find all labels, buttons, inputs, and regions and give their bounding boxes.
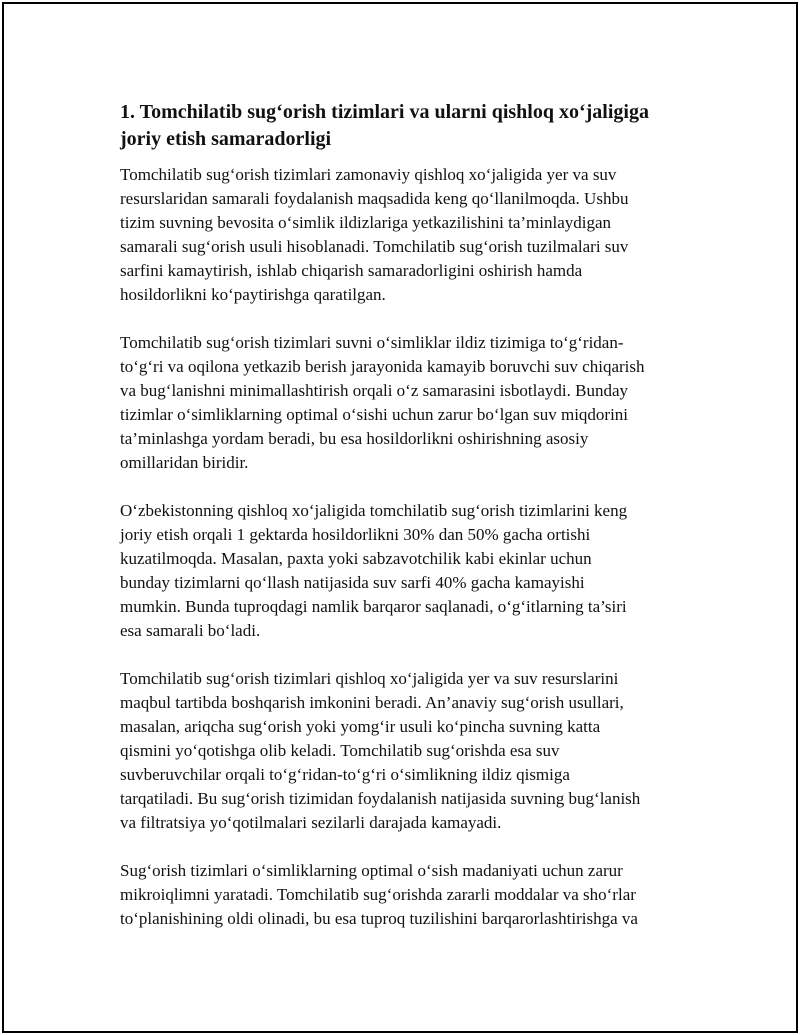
paragraph-3	[120, 499, 700, 643]
paragraph-line: O‘zbekistonning qishloq xo‘jaligida tomchilatib sug‘orish tizimlarini keng	[120, 501, 628, 520]
document-body	[120, 99, 700, 955]
paragraph-line: Tomchilatib sug‘orish tizimlari qishloq xo‘jaligida yer va suv resurslarini	[120, 669, 619, 688]
paragraph-line: esa samarali bo‘ladi.	[120, 621, 261, 640]
paragraph-line: maqbul tartibda boshqarish imkonini beradi. An’anaviy sug‘orish usullari,	[120, 693, 624, 712]
heading-line: joriy etish samaradorligi	[120, 128, 332, 150]
paragraph-line: tizim suvning bevosita o‘simlik ildizlariga yetkazilishini ta’minlaydigan	[120, 213, 612, 232]
paragraph-line: resurslaridan samarali foydalanish maqsadida keng qo‘llanilmoqda. Ushbu	[120, 189, 629, 208]
paragraph-line: sarfini kamaytirish, ishlab chiqarish samaradorligini oshirish hamda	[120, 261, 583, 280]
paragraph-line: mumkin. Bunda tuproqdagi namlik barqaror saqlanadi, o‘g‘itlarning ta’siri	[120, 597, 627, 616]
section-heading	[120, 99, 700, 153]
paragraph-line: Sug‘orish tizimlari o‘simliklarning optimal o‘sish madaniyati uchun zarur	[120, 861, 623, 880]
paragraph-2	[120, 331, 700, 475]
paragraph-line: mikroiqlimni yaratadi. Tomchilatib sug‘orishda zararli moddalar va sho‘rlar	[120, 885, 636, 904]
paragraph-5	[120, 859, 700, 931]
paragraph-line: omillaridan biridir.	[120, 453, 249, 472]
paragraph-line: tizimlar o‘simliklarning optimal o‘sishi uchun zarur bo‘lgan suv miqdorini	[120, 405, 629, 424]
paragraph-line: joriy etish orqali 1 gektarda hosildorlikni 30% dan 50% gacha ortishi	[120, 525, 591, 544]
paragraph-line: Tomchilatib sug‘orish tizimlari suvni o‘simliklar ildiz tizimiga to‘g‘ridan-	[120, 333, 624, 352]
paragraph-line: kuzatilmoqda. Masalan, paxta yoki sabzavotchilik kabi ekinlar uchun	[120, 549, 592, 568]
heading-line: 1. Tomchilatib sug‘orish tizimlari va ularni qishloq xo‘jaligiga	[120, 101, 649, 123]
paragraph-line: bunday tizimlarni qo‘llash natijasida suv sarfi 40% gacha kamayishi	[120, 573, 585, 592]
paragraph-line: tarqatiladi. Bu sug‘orish tizimidan foydalanish natijasida suvning bug‘lanish	[120, 789, 641, 808]
paragraph-line: hosildorlikni ko‘paytirishga qaratilgan.	[120, 285, 386, 304]
paragraph-1	[120, 163, 700, 307]
page-frame	[2, 2, 798, 1033]
paragraph-line: va filtratsiya yo‘qotilmalari sezilarli darajada kamayadi.	[120, 813, 502, 832]
paragraph-line: masalan, ariqcha sug‘orish yoki yomg‘ir usuli ko‘pincha suvning katta	[120, 717, 601, 736]
paragraph-4	[120, 667, 700, 835]
paragraph-line: va bug‘lanishni minimallashtirish orqali o‘z samarasini isbotlaydi. Bunday	[120, 381, 629, 400]
paragraph-line: suvberuvchilar orqali to‘g‘ridan-to‘g‘ri o‘simlikning ildiz qismiga	[120, 765, 570, 784]
paragraph-line: samarali sug‘orish usuli hisoblanadi. Tomchilatib sug‘orish tuzilmalari suv	[120, 237, 629, 256]
paragraph-line: Tomchilatib sug‘orish tizimlari zamonaviy qishloq xo‘jaligida yer va suv	[120, 165, 617, 184]
paragraph-line: to‘g‘ri va oqilona yetkazib berish jarayonida kamayib boruvchi suv chiqarish	[120, 357, 645, 376]
paragraph-line: to‘planishining oldi olinadi, bu esa tuproq tuzilishini barqarorlashtirishga va	[120, 909, 638, 928]
paragraph-line: qismini yo‘qotishga olib keladi. Tomchilatib sug‘orishda esa suv	[120, 741, 560, 760]
paragraph-line: ta’minlashga yordam beradi, bu esa hosildorlikni oshirishning asosiy	[120, 429, 589, 448]
